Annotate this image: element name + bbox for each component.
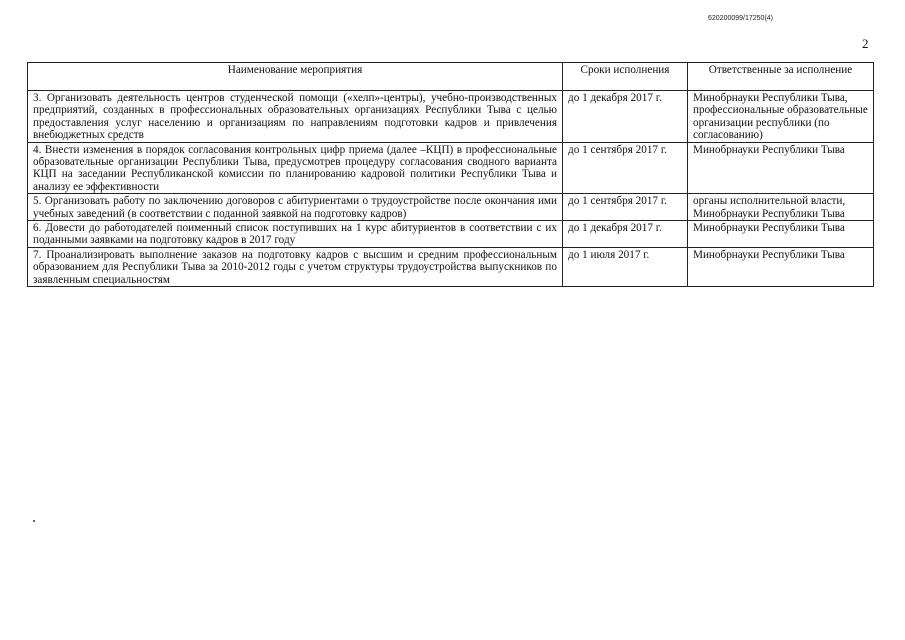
row-deadline: до 1 декабря 2017 г. [563,221,688,248]
row-responsible: Минобрнауки Республики Тыва [688,247,874,286]
table-row [28,247,874,286]
row-responsible: Минобрнауки Республики Тыва, профессиональные образовательные организации республики (по согласованию) [688,91,874,143]
row-event: 4. Внести изменения в порядок согласования контрольных цифр приема (далее –КЦП) в профессиональные образовательные организации Республики Тыва, предусмотрев процедуру согласования сводного варианта КЦП на заседании Республиканской комиссии по планированию кадровой политики Республики Тыва и анализу ее эффективности [28,142,563,194]
table-row [28,91,874,143]
row-responsible: Минобрнауки Республики Тыва [688,221,874,248]
row-deadline: до 1 июля 2017 г. [563,247,688,286]
row-responsible: Минобрнауки Республики Тыва [688,142,874,194]
header-deadline: Сроки исполнения [563,63,688,91]
row-event: 3. Организовать деятельность центров студенческой помощи («хелп»-центры), учебно-производственных предприятий, созданных в профессиональных образовательных организациях Республики Тыва с целью предоставления услуг населению и организациям по направлениям подготовки кадров и привлечения внебюджетных средств [28,91,563,143]
header-event: Наименование мероприятия [28,63,563,91]
row-deadline: до 1 сентября 2017 г. [563,194,688,221]
header-responsible: Ответственные за исполнение [688,63,874,91]
table-header-row [28,63,874,91]
table-row [28,221,874,248]
document-code: 620200099/17250(4) [708,15,774,22]
row-deadline: до 1 сентября 2017 г. [563,142,688,194]
table-row [28,142,874,194]
row-event: 6. Довести до работодателей поименный список поступивших на 1 курс абитуриентов в соответствии с их поданными заявками на подготовку кадров в 2017 году [28,221,563,248]
row-deadline: до 1 декабря 2017 г. [563,91,688,143]
row-event: 5. Организовать работу по заключению договоров с абитуриентами о трудоустройстве после окончания ими учебных заведений (в соответствии с поданной заявкой на подготовку кадров) [28,194,563,221]
page-number: 2 [862,36,869,51]
row-event: 7. Проанализировать выполнение заказов на подготовку кадров с высшим и средним профессиональным образованием для Республики Тыва за 2010-2012 годы с учетом структуры трудоустройства выпускников по заявленным специальностям [28,247,563,286]
scan-speck [33,520,35,522]
events-table [27,62,874,287]
table-row [28,194,874,221]
row-responsible: органы исполнительной власти, Минобрнауки Республики Тыва [688,194,874,221]
